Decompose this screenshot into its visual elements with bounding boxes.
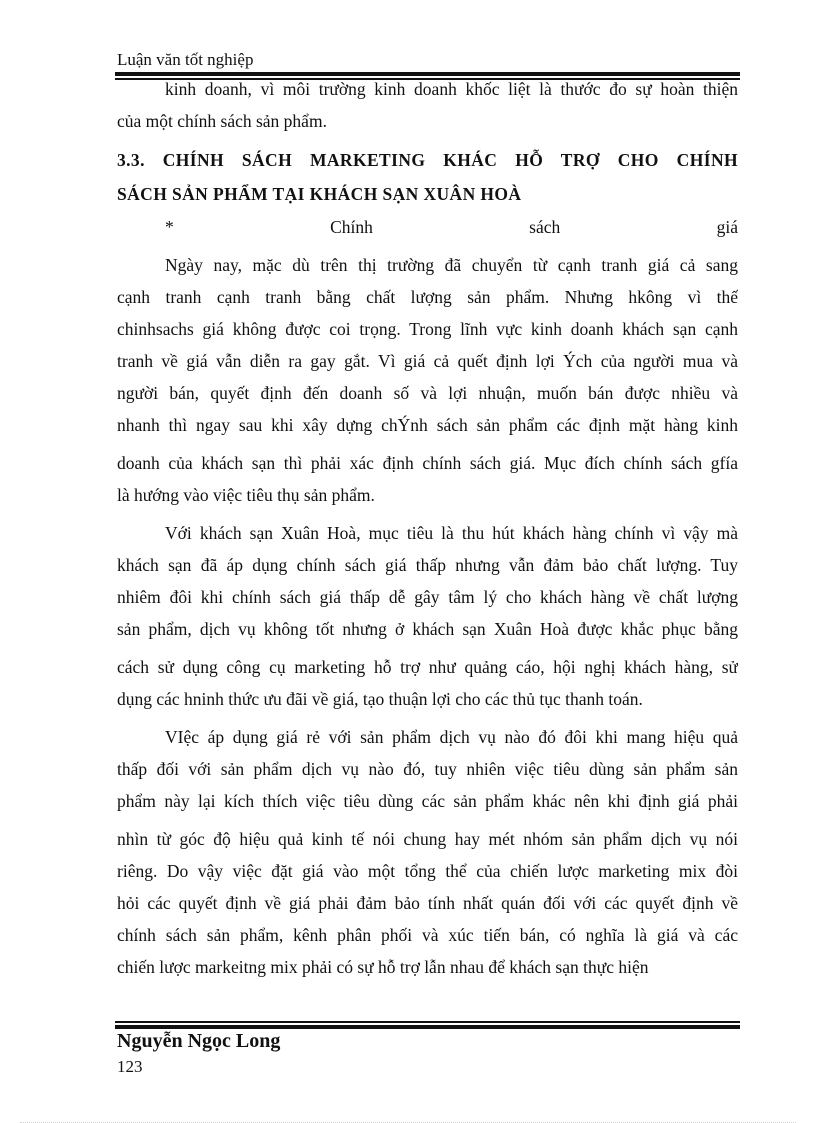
paragraph-2-line: sản phẩm, dịch vụ không tốt nhưng ở khách sạn Xuân Hoà được khắc phục bằng xyxy=(117,619,738,639)
paragraph-1-line: Ngày nay, mặc dù trên thị trường đã chuyển từ cạnh tranh giá cả sang xyxy=(165,255,738,275)
subheading-word: sách xyxy=(529,217,561,237)
footer-rule-thick xyxy=(115,1025,740,1029)
paragraph-3-line: thấp đối với sản phẩm dịch vụ nào đó, tuy nhiên việc tiêu dùng sản phẩm sản xyxy=(117,759,738,779)
paragraph-1-line: cạnh tranh cạnh tranh bằng chất lượng sản phẩm. Nhưng hkông vì thế xyxy=(117,287,738,307)
paragraph-2-line: khách sạn đã áp dụng chính sách giá thấp nhưng vẫn đảm bảo chất lượng. Tuy xyxy=(117,555,738,575)
paragraph-2-line: Với khách sạn Xuân Hoà, mục tiêu là thu hút khách hàng chính vì vậy mà xyxy=(165,523,738,543)
subheading-word: Chính xyxy=(330,217,373,237)
header-title: Luận văn tốt nghiệp xyxy=(117,50,254,69)
paragraph-3-line: VIệc áp dụng giá rẻ với sản phẩm dịch vụ nào đó đôi khi mang hiệu quả xyxy=(165,727,738,747)
paragraph-1-line: chinhsachs giá không được coi trọng. Trong lĩnh vực kinh doanh khách sạn cạnh xyxy=(117,319,738,339)
paragraph-2-line: dụng các hninh thức ưu đãi về giá, tạo thuận lợi cho các thủ tục thanh toán. xyxy=(117,689,643,709)
paragraph-1-line: doanh của khách sạn thì phải xác định chính sách giá. Mục đích chính sách gfía xyxy=(117,453,738,473)
paragraph-1-line: người bán, quyết định đến doanh số và lợi nhuận, muốn bán được nhiều và xyxy=(117,383,738,403)
section-heading-line: 3.3. CHÍNH SÁCH MARKETING KHÁC HỖ TRỢ CHO CHÍNH xyxy=(117,150,738,170)
paragraph-2-line: nhiêm đôi khi chính sách giá thấp dễ gây tâm lý cho khách hàng về chất lượng xyxy=(117,587,738,607)
subheading-word: giá xyxy=(716,217,738,237)
section-heading-line: SÁCH SẢN PHẨM TẠI KHÁCH SẠN XUÂN HOÀ xyxy=(117,184,522,204)
footer-author: Nguyễn Ngọc Long xyxy=(117,1030,281,1052)
body-text xyxy=(117,73,738,983)
text-line: của một chính sách sản phẩm. xyxy=(117,111,327,131)
paragraph-3-line: chính sách sản phẩm, kênh phân phối và xúc tiến bán, có nghĩa là giá và các xyxy=(117,925,738,945)
paragraph-3-line: phẩm này lại kích thích việc tiêu dùng các sản phẩm khác nên khi định giá phải xyxy=(117,791,738,811)
paragraph-1-line: là hướng vào việc tiêu thụ sản phẩm. xyxy=(117,485,375,505)
bullet-asterisk: * xyxy=(165,217,174,237)
paragraph-2-line: cách sử dụng công cụ marketing hỗ trợ như quảng cáo, hội nghị khách hàng, sử xyxy=(117,657,738,677)
subheading-price-policy xyxy=(117,211,738,243)
paragraph-3-line: hỏi các quyết định về giá phải đảm bảo tính nhất quán đối với các quyết định về xyxy=(117,893,738,913)
paragraph-3-line: chiến lược markeitng mix phải có sự hỗ trợ lẫn nhau để khách sạn thực hiện xyxy=(117,957,649,977)
page-number: 123 xyxy=(117,1057,143,1076)
text-line: kinh doanh, vì môi trường kinh doanh khốc liệt là thước đo sự hoàn thiện xyxy=(165,79,738,99)
paragraph-3-line: riêng. Do vậy việc đặt giá vào một tổng thể của chiến lược marketing mix đòi xyxy=(117,861,738,881)
paragraph-1-line: nhanh thì ngay sau khi xây dựng chÝnh sách sản phẩm các định mặt hàng kinh xyxy=(117,415,738,435)
footer-rule-thin xyxy=(115,1021,740,1023)
paragraph-1-line: tranh về giá vẫn diễn ra gay gắt. Vì giá cả quết định lợi Ých của người mua và xyxy=(117,351,738,371)
paragraph-3-line: nhìn từ góc độ hiệu quả kinh tế nói chung hay mét nhóm sản phẩm dịch vụ nói xyxy=(117,829,738,849)
